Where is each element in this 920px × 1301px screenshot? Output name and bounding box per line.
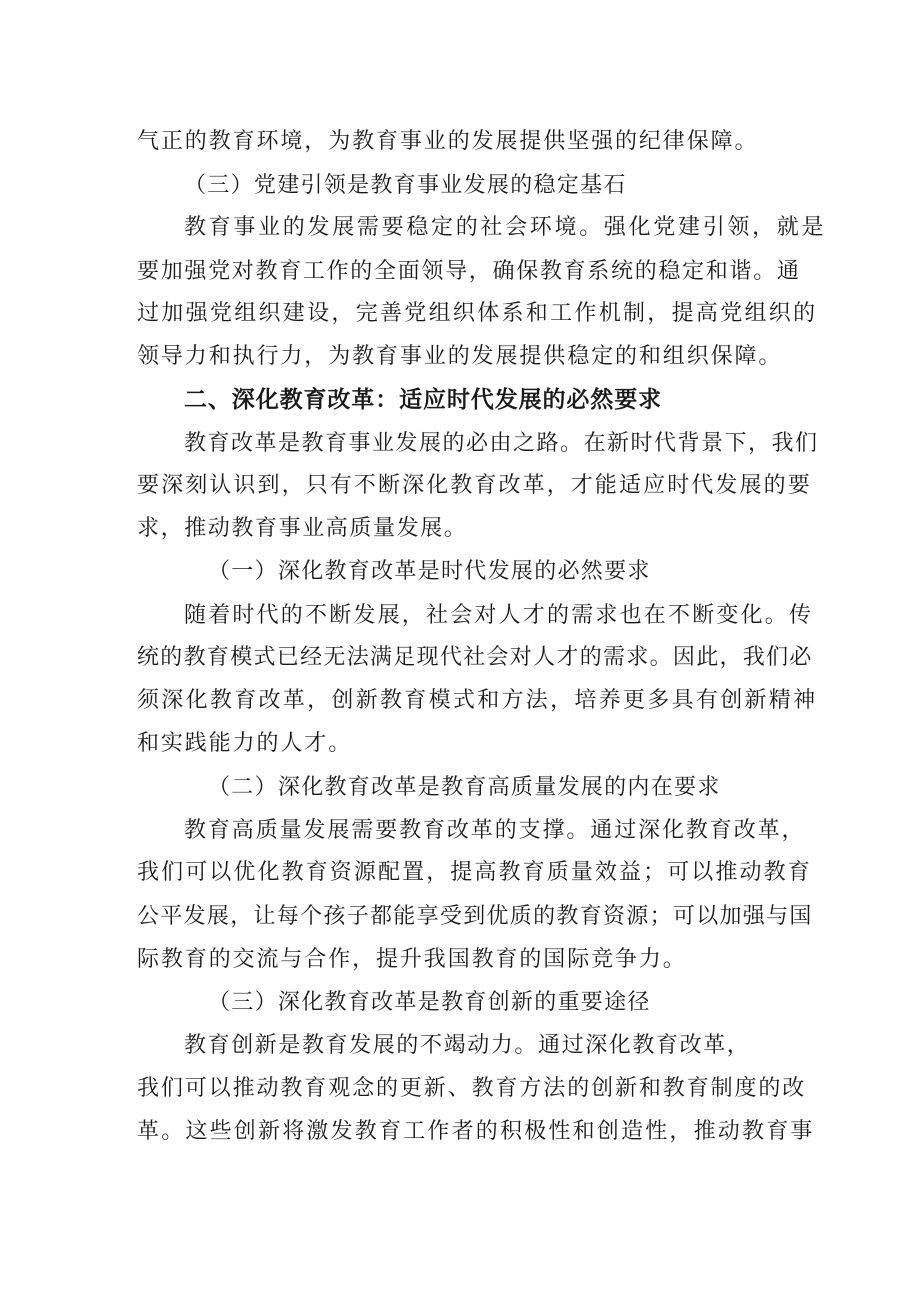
- subsection-heading: （一）深化教育改革是时代发展的必然要求: [208, 559, 651, 584]
- paragraph-line: 教育创新是教育发展的不竭动力。通过深化教育改革，: [184, 1033, 751, 1058]
- paragraph-line: 统的教育模式已经无法满足现代社会对人才的需求。因此，我们必: [137, 645, 813, 670]
- paragraph-line: 领导力和执行力，为教育事业的发展提供稳定的和组织保障。: [137, 344, 783, 369]
- paragraph-line: 教育事业的发展需要稳定的社会环境。强化党建引领，就是: [184, 215, 827, 240]
- subsection-heading: （三）深化教育改革是教育创新的重要途径: [208, 990, 651, 1015]
- paragraph-line: 公平发展，让每个孩子都能享受到优质的教育资源；可以加强与国: [137, 904, 813, 929]
- paragraph-line: 求，推动教育事业高质量发展。: [137, 516, 468, 541]
- paragraph-line: 革。这些创新将激发教育工作者的积极性和创造性，推动教育事: [137, 1119, 815, 1144]
- paragraph-line: 我们可以优化教育资源配置，提高教育质量效益；可以推动教育: [137, 860, 812, 885]
- paragraph-line: 教育改革是教育事业发展的必由之路。在新时代背景下，我们: [184, 431, 819, 456]
- paragraph-line: 教育高质量发展需要教育改革的支撑。通过深化教育改革，: [184, 818, 806, 843]
- paragraph-line: 气正的教育环境，为教育事业的发展提供坚强的纪律保障。: [137, 129, 759, 154]
- subsection-heading: （二）深化教育改革是教育高质量发展的内在要求: [208, 775, 721, 800]
- paragraph-line: 和实践能力的人才。: [137, 731, 353, 756]
- paragraph-line: 要深刻认识到，只有不断深化教育改革，才能适应时代发展的要: [137, 473, 812, 498]
- paragraph-line: 过加强党组织建设，完善党组织体系和工作机制，提高党组织的: [137, 301, 818, 326]
- paragraph-line: 际教育的交流与合作，提升我国教育的国际竞争力。: [137, 947, 687, 972]
- section-heading: 二、深化教育改革：适应时代发展的必然要求: [184, 387, 662, 413]
- paragraph-line: 我们可以推动教育观念的更新、教育方法的创新和教育制度的改: [137, 1076, 807, 1101]
- paragraph-line: 要加强党对教育工作的全面领导，确保教育系统的稳定和谐。通: [137, 259, 801, 284]
- subsection-heading: （三）党建引领是教育事业发展的稳定基石: [184, 173, 627, 198]
- paragraph-line: 须深化教育改革，创新教育模式和方法，培养更多具有创新精神: [137, 688, 818, 713]
- paragraph-line: 随着时代的不断发展，社会对人才的需求也在不断变化。传: [184, 603, 814, 628]
